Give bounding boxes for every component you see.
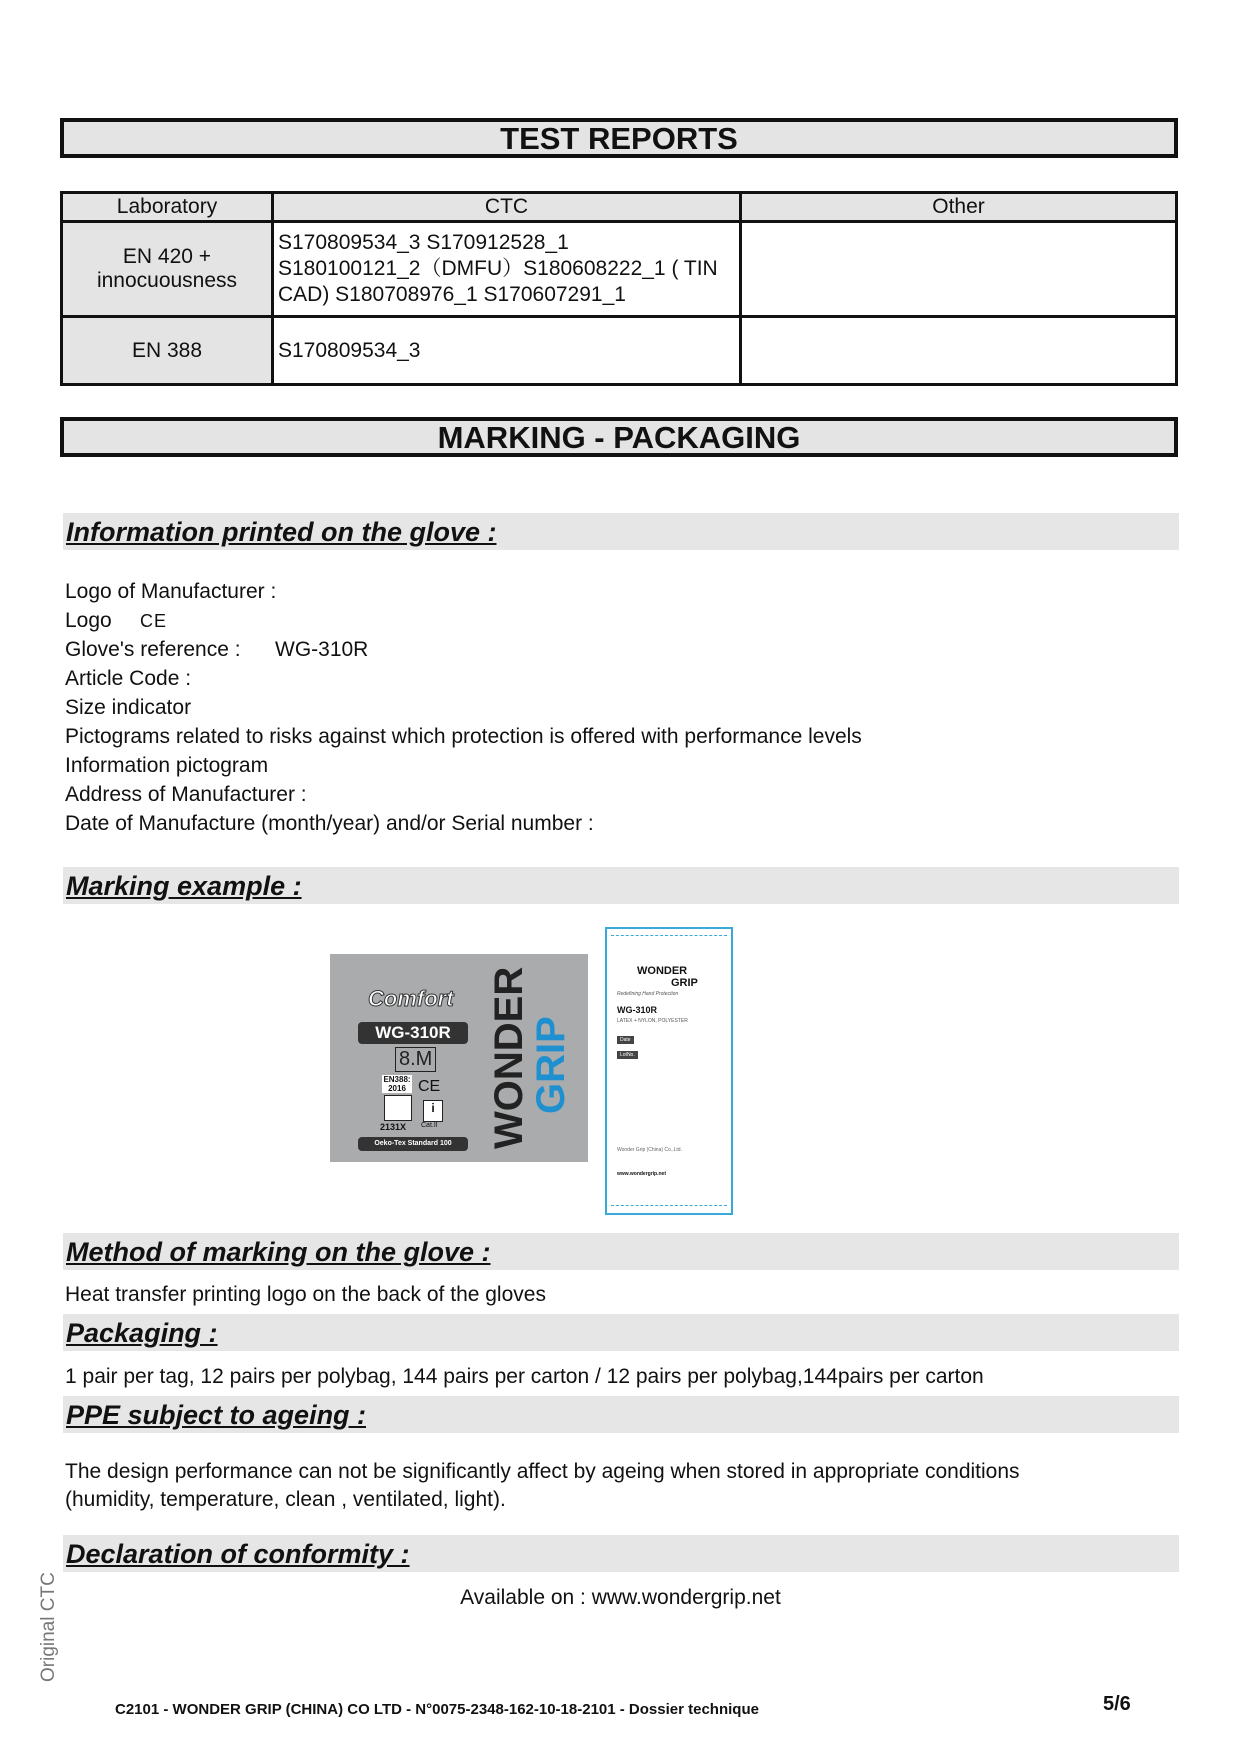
lab-text: EN 420 + — [122, 245, 212, 268]
declaration-heading: Declaration of conformity : — [63, 1535, 1179, 1572]
ctc-text: CAD) S180708976_1 S170607291_1 — [278, 283, 626, 306]
tag-oeko: Oeko-Tex Standard 100 — [358, 1137, 468, 1151]
label-dash-bottom — [611, 1205, 727, 1206]
header-other: Other — [741, 193, 1177, 222]
info-line: Pictograms related to risks against which protection is offered with performance levels — [65, 725, 862, 748]
ageing-heading: PPE subject to ageing : — [63, 1396, 1179, 1433]
logo-grip: GRIP — [529, 1016, 573, 1114]
table-header-row — [62, 193, 1177, 222]
lab-cell: EN 388 — [62, 317, 273, 385]
label-ref: WG-310R — [617, 1005, 658, 1015]
table-row — [62, 222, 1177, 317]
glove-tag-image — [330, 954, 588, 1162]
label-dash-top — [611, 935, 727, 936]
label-address: Wonder Grip (China) Co.,Ltd. — [617, 1147, 682, 1153]
glove-reference-value: WG-310R — [275, 638, 369, 661]
lab-text: innocuousness — [96, 269, 238, 292]
label-url: www.wondergrip.net — [617, 1171, 666, 1177]
ageing-text-1: The design performance can not be significantly affect by ageing when stored in appropriate conditions — [65, 1460, 1020, 1483]
wonder-grip-logo — [480, 964, 580, 1154]
tag-en: EN388: 2016 — [383, 1075, 411, 1093]
header-ctc: CTC — [273, 193, 741, 222]
tag-code: 2131X — [380, 1122, 407, 1132]
marking-title: MARKING - PACKAGING — [60, 417, 1178, 457]
info-line: Logo — [65, 609, 112, 632]
tag-comfort: Comfort — [368, 986, 454, 1011]
info-line: Article Code : — [65, 667, 192, 690]
ctc-cell — [273, 222, 741, 317]
ctc-text: S170809534_3 S170912528_1 — [278, 231, 569, 254]
hammer-shield-icon — [384, 1095, 412, 1121]
info-line: Date of Manufacture (month/year) and/or Serial number : — [65, 812, 594, 835]
info-book-icon: i — [423, 1100, 443, 1122]
other-cell — [741, 222, 1177, 317]
lab-cell — [62, 222, 273, 317]
packaging-heading: Packaging : — [63, 1314, 1179, 1351]
declaration-text: Available on : www.wondergrip.net — [460, 1586, 781, 1609]
ctc-text: S180100121_2（DMFU）S180608222_1 ( TIN — [278, 257, 718, 280]
test-reports-title: TEST REPORTS — [60, 118, 1178, 158]
test-reports-table — [60, 191, 1178, 386]
page-number: 5/6 — [1103, 1693, 1131, 1715]
label-brand-2: GRIP — [671, 977, 698, 989]
tag-ref: WG-310R — [358, 1022, 468, 1044]
label-tagline: Redefining Hand Protection — [617, 991, 679, 997]
method-heading: Method of marking on the glove : — [63, 1233, 1179, 1270]
footer-text: C2101 - WONDER GRIP (CHINA) CO LTD - N°0075-2348-162-10-18-2101 - Dossier technique — [115, 1701, 759, 1718]
other-cell — [741, 317, 1177, 385]
logo-wonder: WONDER — [487, 966, 531, 1149]
header-laboratory: Laboratory — [62, 193, 273, 222]
info-line: Glove's reference : — [65, 638, 241, 661]
info-heading: Information printed on the glove : — [63, 513, 1179, 550]
info-line: Address of Manufacturer : — [65, 783, 307, 806]
label-brand-1: WONDER — [637, 965, 688, 977]
packaging-text: 1 pair per tag, 12 pairs per polybag, 144 pairs per carton / 12 pairs per polybag,144pairs per carton — [65, 1365, 984, 1388]
label-date: Date — [617, 1036, 634, 1044]
packaging-label-image — [605, 927, 733, 1215]
ctc-cell: S170809534_3 — [273, 317, 741, 385]
method-text: Heat transfer printing logo on the back of the gloves — [65, 1283, 546, 1306]
side-label: Original CTC — [38, 1572, 59, 1682]
info-line: Size indicator — [65, 696, 192, 719]
label-material: LATEX + NYLON, POLYESTER — [617, 1018, 688, 1024]
tag-size: 8.M — [395, 1047, 436, 1072]
label-lot: LotNo. — [617, 1051, 638, 1059]
table-row — [62, 317, 1177, 385]
tag-cat: Cat.II — [421, 1122, 438, 1129]
ce-mark: CE — [140, 611, 168, 631]
tag-ce-mark: CE — [418, 1078, 441, 1095]
ageing-text-2: (humidity, temperature, clean , ventilated, light). — [65, 1488, 506, 1511]
info-line: Information pictogram — [65, 754, 269, 777]
info-line: Logo of Manufacturer : — [65, 580, 277, 603]
marking-example-heading: Marking example : — [63, 867, 1179, 904]
